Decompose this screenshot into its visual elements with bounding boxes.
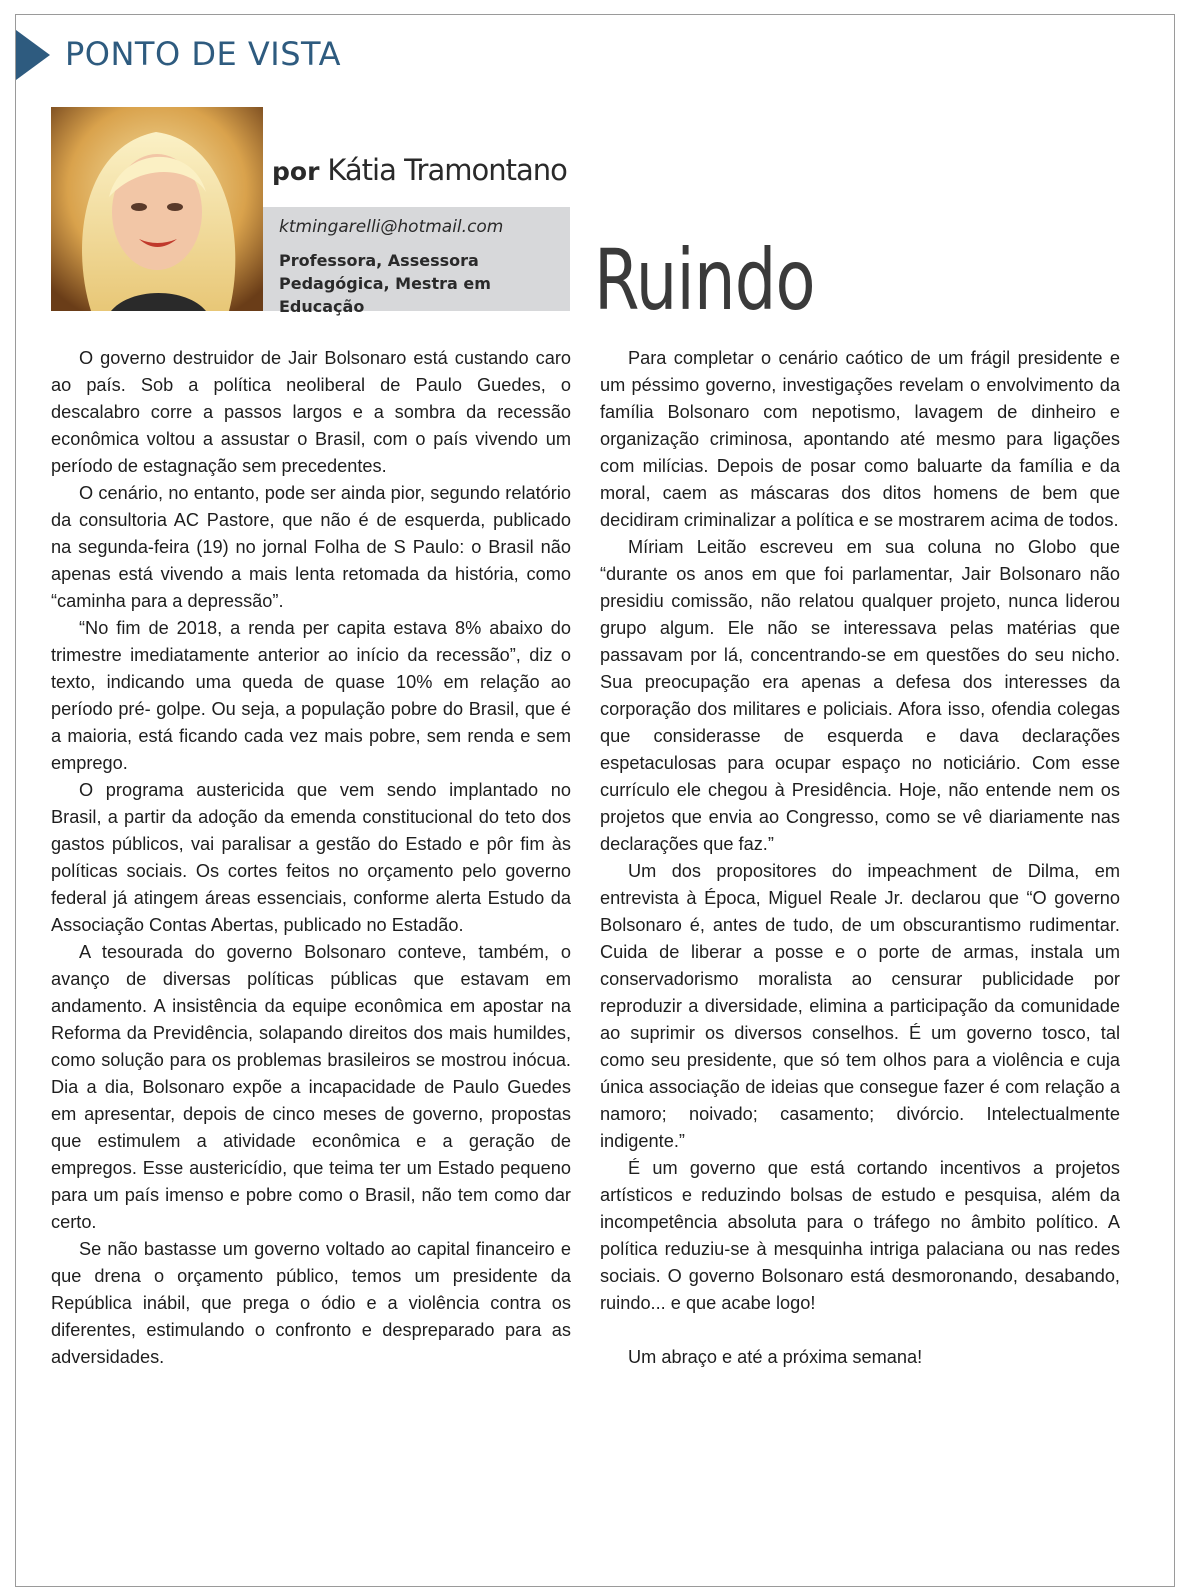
author-photo [51, 107, 263, 311]
author-prefix: por [272, 157, 320, 186]
paragraph: O programa austericida que vem sendo implantado no Brasil, a partir da adoção da emenda constitucional do teto dos gastos públicos, vai paralisar a gestão do Estado e pôr fim às políticas sociais. Os cortes feitos no orçamento pelo governo federal já atingem áreas essenciais, conforme alerta Estudo da Associação Contas Abertas, publicado no Estadão. [51, 780, 571, 935]
paragraph: Um dos propositores do impeachment de Dilma, em entrevista à Época, Miguel Reale Jr. declarou que “O governo Bolsonaro é, antes de tudo, de um obscurantismo rudimentar. Cuida de liberar a posse e o porte de armas, instala um conservadorismo moralista ao censurar publicidade por reproduzir a diversidade, elimina a participação da comunidade ao suprimir os diversos conselhos. É um governo tosco, tal como seu presidente, que só tem olhos para a violência e cuja única associação de ideias que consegue fazer é com relação a namoro; noivado; casamento; divórcio. Intelectualmente indigente.” [600, 861, 1120, 1151]
paragraph: O governo destruidor de Jair Bolsonaro está custando caro ao país. Sob a política neoliberal de Paulo Guedes, o descalabro corre a passos largos e a sombra da recessão econômica voltou a assustar o Brasil, com o país vivendo um período de estagnação sem precedentes. [51, 348, 571, 476]
section-arrow-icon [16, 30, 50, 80]
paragraph-spacer [600, 1317, 1120, 1344]
signoff: Um abraço e até a próxima semana! [628, 1347, 923, 1367]
paragraph: É um governo que está cortando incentivos a projetos artísticos e reduzindo bolsas de estudo e pesquisa, além da incompetência absoluta para o tráfego no âmbito político. A política reduziu-se à mesquinha intriga palaciana ou nas redes sociais. O governo Bolsonaro está desmoronando, desabando, ruindo... e que acabe logo! [600, 1158, 1120, 1313]
paragraph: O cenário, no entanto, pode ser ainda pior, segundo relatório da consultoria AC Pastore, que não é de esquerda, publicado na segunda-feira (19) no jornal Folha de S Paulo: o Brasil não apenas está vivendo a mais lenta retomada da história, como “caminha para a depressão”. [51, 483, 571, 611]
paragraph: “No fim de 2018, a renda per capita estava 8% abaixo do trimestre imediatamente anterior ao início da recessão”, diz o texto, indicando uma queda de quase 10% em relação ao período pré- golpe. Ou seja, a população pobre do Brasil, que é a maioria, está ficando cada vez mais pobre, sem renda e sem emprego. [51, 618, 571, 773]
paragraph: Míriam Leitão escreveu em sua coluna no Globo que “durante os anos em que foi parlamentar, Jair Bolsonaro não presidiu comissão, não relatou qualquer projeto, nunca liderou grupo algum. Ele não se interessava pelas matérias que passavam por lá, concentrando-se em questões do seu nicho. Sua preocupação era apenas a defesa dos interesses da corporação dos militares e policiais. Afora isso, ofendia colegas que considerasse de esquerda e dava declarações espetaculosas para ocupar espaço no noticiário. Com esse currículo ele chegou à Presidência. Hoje, não entende nem os projetos que envia ao Congresso, como se vê diariamente nas declarações que faz.” [600, 537, 1120, 854]
section-label: PONTO DE VISTA [65, 35, 341, 73]
article-column-right [600, 345, 1120, 1371]
paragraph: Para completar o cenário caótico de um frágil presidente e um péssimo governo, investigações revelam o envolvimento da família Bolsonaro com nepotismo, lavagem de dinheiro e organização criminosa, apontando até mesmo para ligações com milícias. Depois de posar como baluarte da família e da moral, caem as máscaras dos ditos homens de bem que decidiram criminalizar a política e se mostrarem acima de todos. [600, 348, 1120, 530]
paragraph: A tesourada do governo Bolsonaro conteve, também, o avanço de diversas políticas públicas que estavam em andamento. A insistência da equipe econômica em apostar na Reforma da Previdência, solapando direitos dos mais humildes, como solução para os problemas brasileiros se mostrou inócua. Dia a dia, Bolsonaro expõe a incapacidade de Paulo Guedes em apresentar, depois de cinco meses de governo, propostas que estimulem a atividade econômica e a geração de empregos. Esse austericídio, que teima ter um Estado pequeno para um país imenso e pobre como o Brasil, não tem como dar certo. [51, 942, 571, 1232]
article-column-left [51, 345, 571, 1371]
author-byline [272, 152, 567, 190]
author-credentials: Professora, Assessora Pedagógica, Mestra em Educação [279, 251, 491, 316]
author-name: Kátia Tramontano [327, 153, 567, 187]
article-title: Ruindo [594, 231, 815, 329]
paragraph: Se não bastasse um governo voltado ao capital financeiro e que drena o orçamento público, temos um presidente da República inábil, que prega o ódio e a violência contra os diferentes, estimulando o confronto e despreparado para as adversidades. [51, 1239, 571, 1367]
author-email: ktmingarelli@hotmail.com [279, 217, 504, 237]
